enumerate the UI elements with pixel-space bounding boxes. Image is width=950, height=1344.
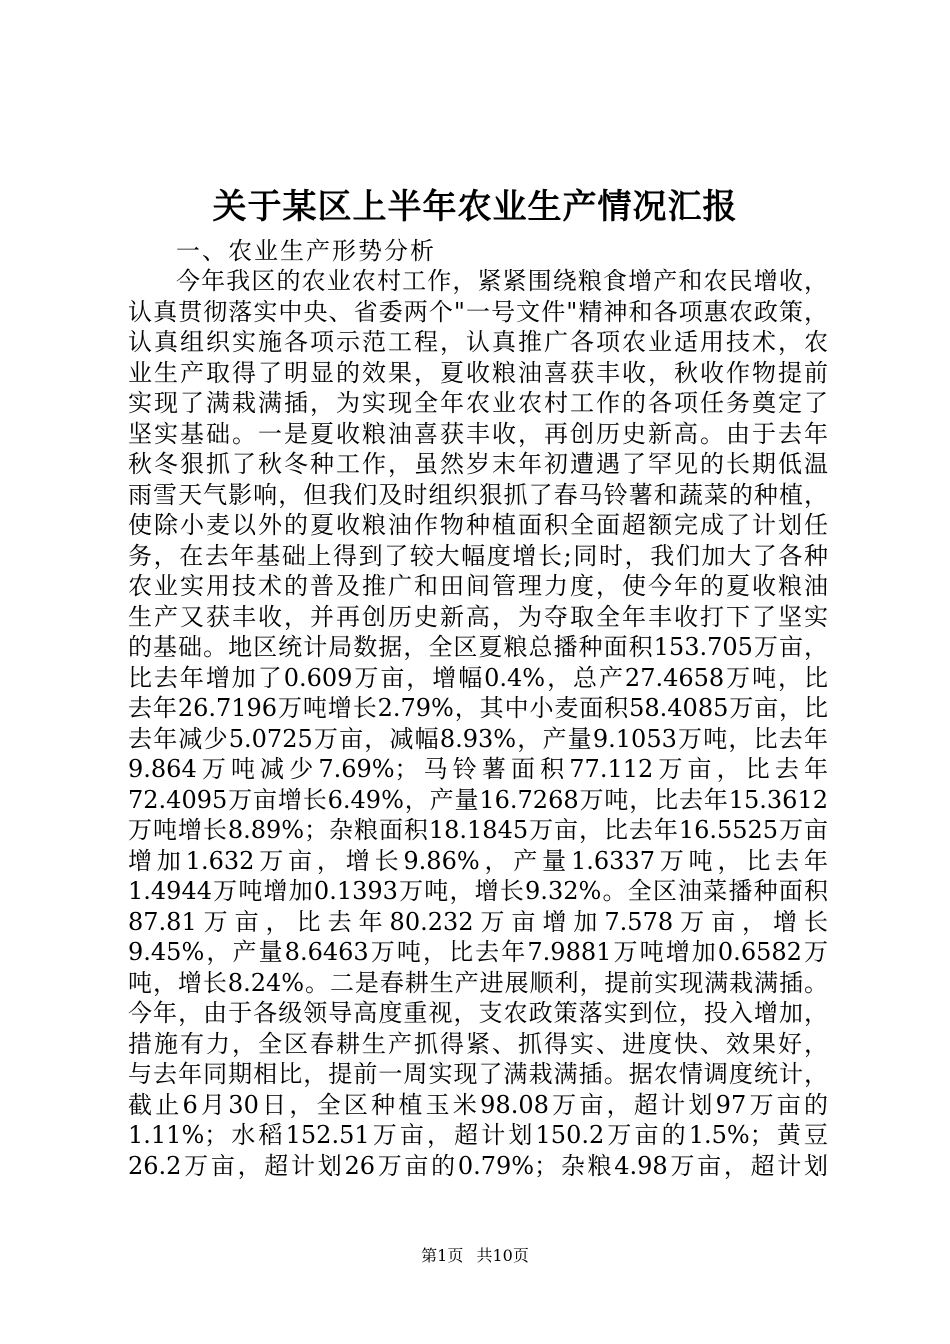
page-footer [0,1244,950,1268]
text-line: 1.11%；水稻152.51万亩，超计划150.2万亩的1.5%；黄豆 [128,1121,828,1149]
text-line: 实现了满栽满插，为实现全年农业农村工作的各项任务奠定了 [128,389,828,417]
text-line: 增加1.632万亩，增长9.86%，产量1.6337万吨，比去年 [128,846,828,875]
text-line: 去年减少5.0725万亩，减幅8.93%，产量9.1053万吨，比去年 [128,724,828,753]
text-line: 吨，增长8.24%。二是春耕生产进展顺利，提前实现满栽满插。 [128,968,828,997]
text-line: 生产又获丰收，并再创历史新高，为夺取全年丰收打下了坚实 [128,602,828,631]
page-total: 共10页 [476,1246,529,1265]
text-line: 雨雪天气影响，但我们及时组织狠抓了春马铃薯和蔬菜的种植， [128,480,828,509]
text-line: 万吨增长8.89%；杂粮面积18.1845万亩，比去年16.5525万亩 [128,816,828,844]
page-number: 第1页 [421,1246,464,1265]
text-line: 72.4095万亩增长6.49%，产量16.7268万吨，比去年15.3612 [128,785,828,814]
text-line: 1.4944万吨增加0.1393万吨，增长9.32%。全区油菜播种面积 [128,877,828,905]
text-line: 秋冬狠抓了秋冬种工作，虽然岁末年初遭遇了罕见的长期低温 [128,450,828,478]
body-paragraph [128,266,828,1181]
document-title: 关于某区上半年农业生产情况汇报 [212,187,738,227]
text-line: 比去年增加了0.609万亩，增幅0.4%，总产27.4658万吨，比 [128,663,828,692]
section-heading: 一、农业生产形势分析 [176,237,436,265]
text-line: 使除小麦以外的夏收粮油作物种植面积全面超额完成了计划任 [128,511,828,539]
text-line: 9.45%，产量8.6463万吨，比去年7.9881万吨增加0.6582万 [128,938,828,966]
text-line: 9.864万吨减少7.69%；马铃薯面积77.112万亩，比去年 [128,755,828,783]
text-line: 的基础。地区统计局数据，全区夏粮总播种面积153.705万亩， [128,633,828,661]
text-line: 截止6月30日，全区种植玉米98.08万亩，超计划97万亩的 [128,1090,828,1119]
text-line: 去年26.7196万吨增长2.79%，其中小麦面积58.4085万亩，比 [128,694,828,722]
text-line: 务，在去年基础上得到了较大幅度增长;同时，我们加大了各种 [128,541,828,570]
text-line: 措施有力，全区春耕生产抓得紧、抓得实、进度快、效果好， [128,1029,828,1058]
text-line: 与去年同期相比，提前一周实现了满栽满插。据农情调度统计， [128,1060,828,1088]
text-line: 26.2万亩，超计划26万亩的0.79%；杂粮4.98万亩，超计划 [128,1151,828,1180]
text-line: 今年，由于各级领导高度重视，支农政策落实到位，投入增加， [128,999,828,1027]
text-line: 认真组织实施各项示范工程，认真推广各项农业适用技术，农 [128,328,828,356]
text-line: 农业实用技术的普及推广和田间管理力度，使今年的夏收粮油 [128,572,828,600]
text-line: 认真贯彻落实中央、省委两个"一号文件"精神和各项惠农政策， [128,297,828,326]
text-line: 87.81万亩，比去年80.232万亩增加7.578万亩，增长 [128,907,828,936]
text-line: 业生产取得了明显的效果，夏收粮油喜获丰收，秋收作物提前 [128,358,828,387]
text-line: 坚实基础。一是夏收粮油喜获丰收，再创历史新高。由于去年 [128,419,828,448]
text-line: 今年我区的农业农村工作，紧紧围绕粮食增产和农民增收， [176,267,828,295]
